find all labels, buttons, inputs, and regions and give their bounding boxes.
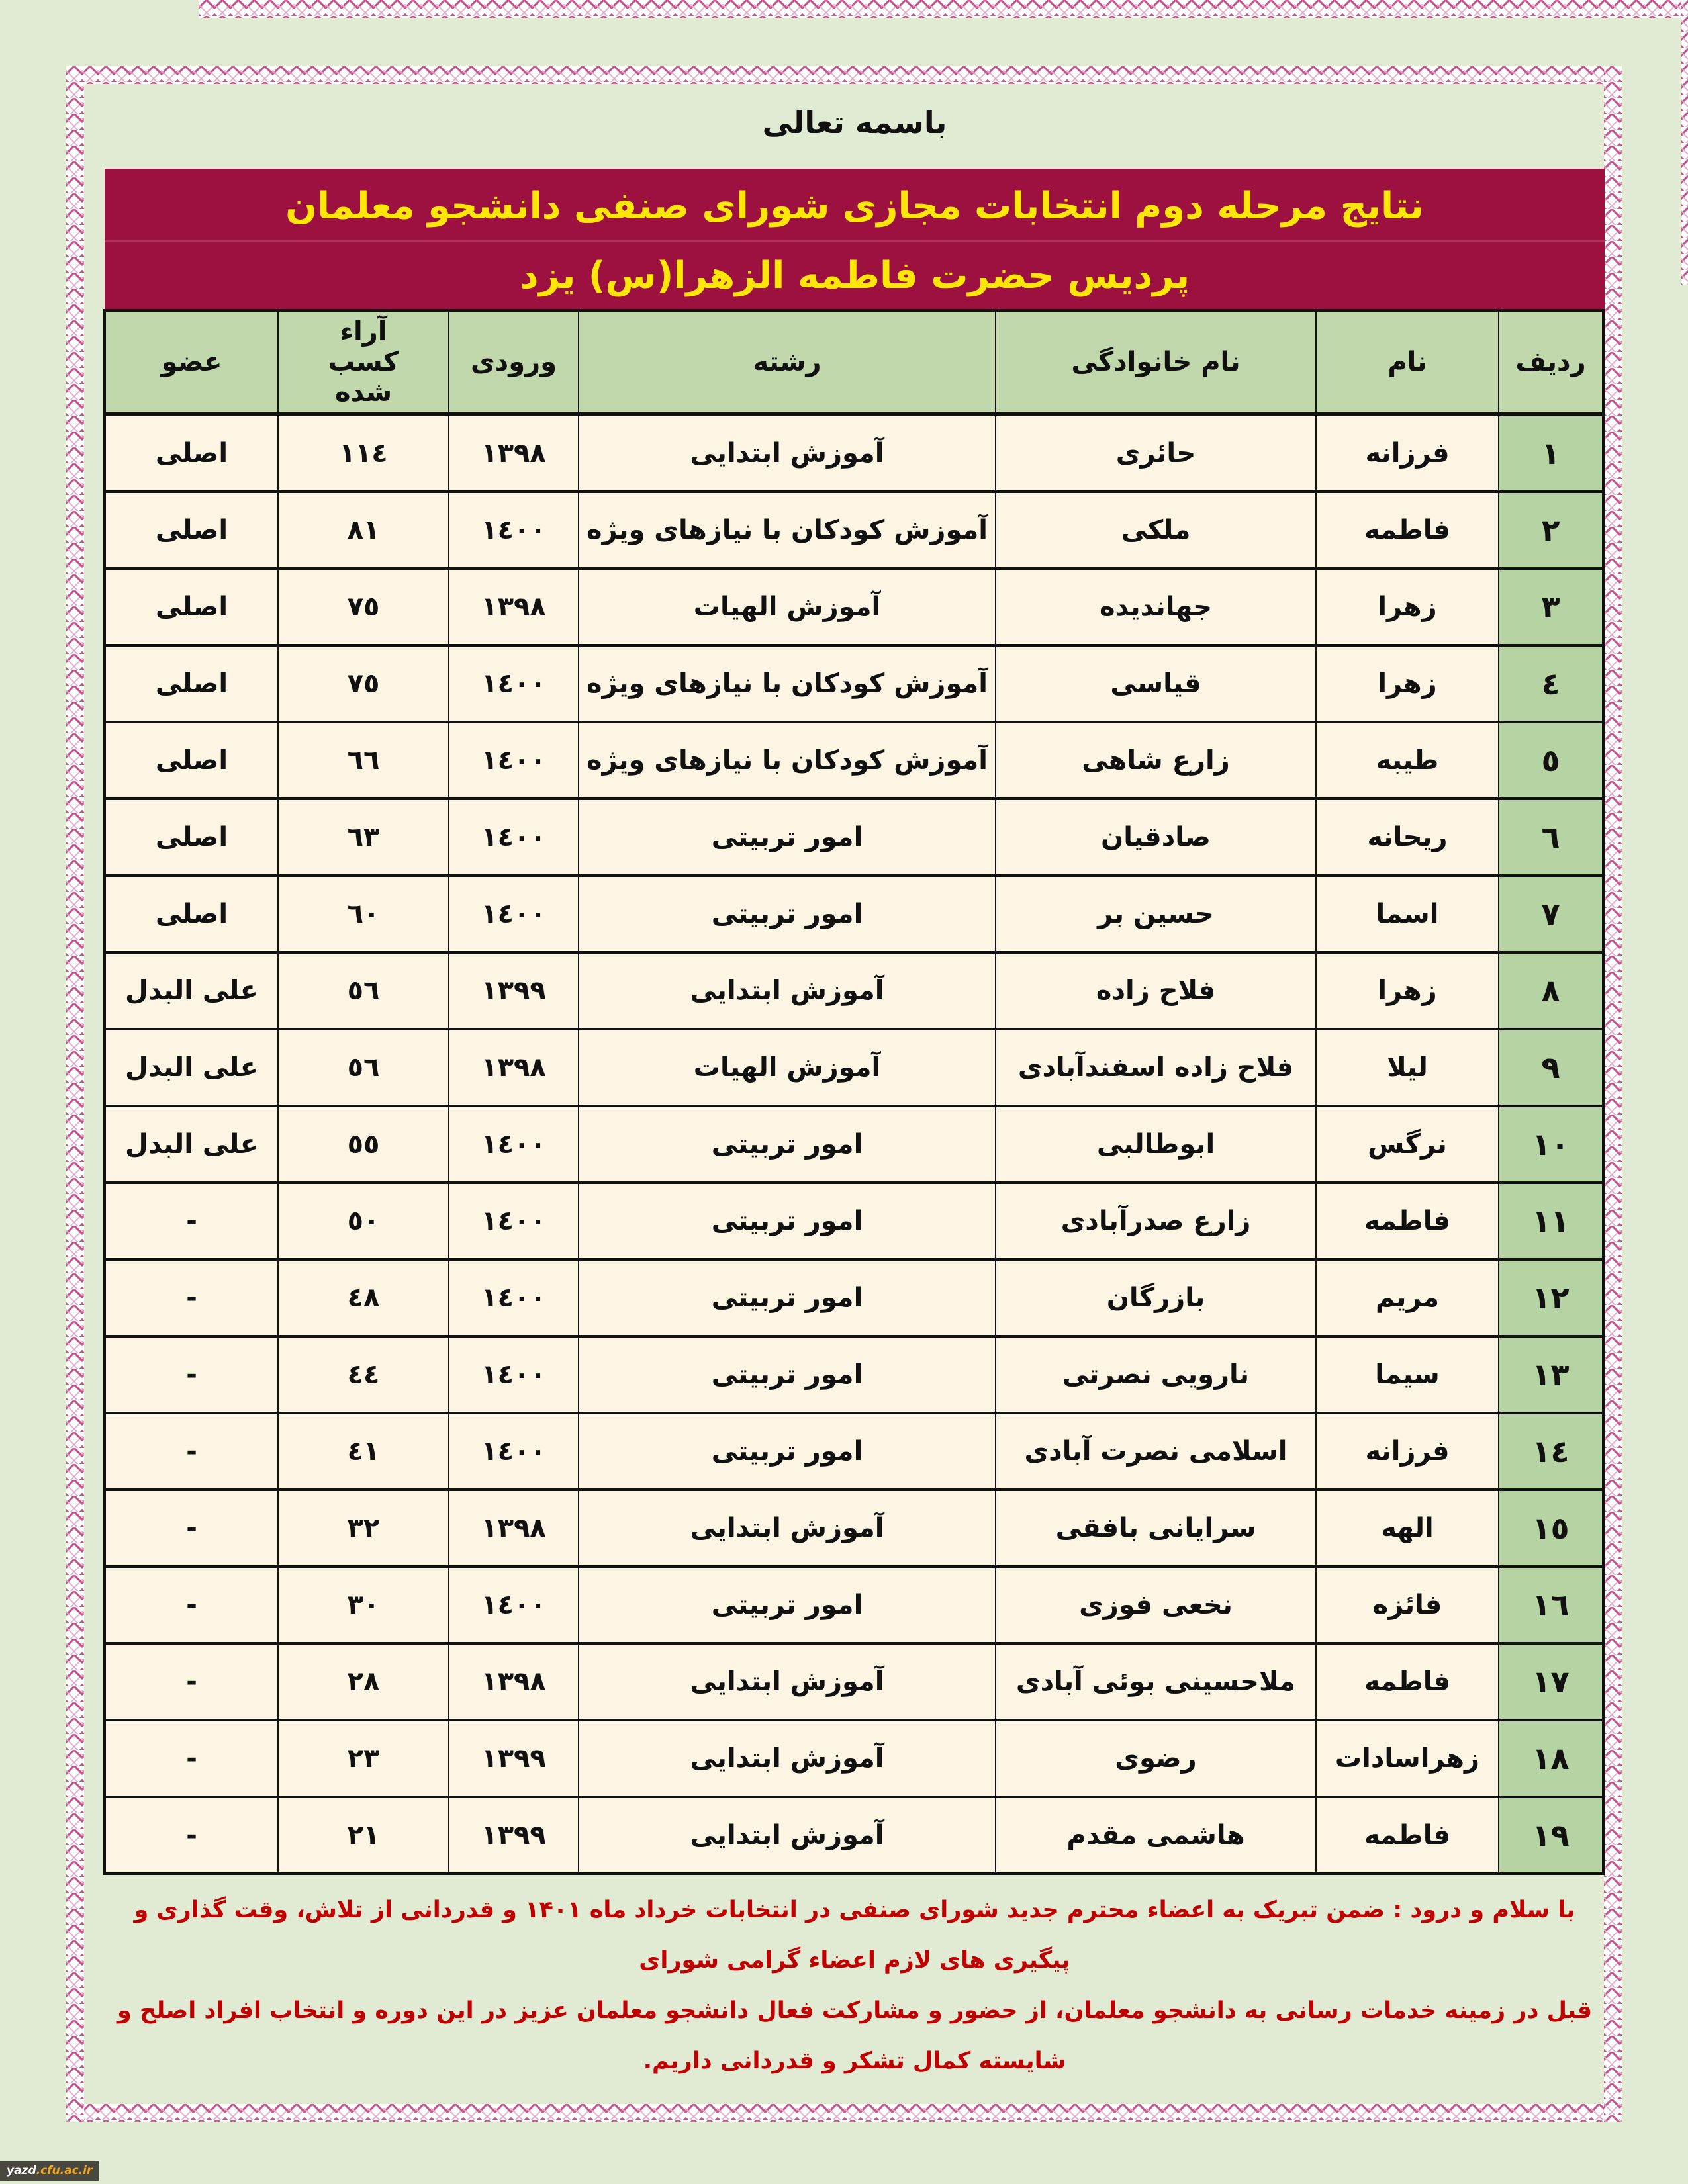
entry-year-cell: ١٣٩٩ (449, 1720, 579, 1797)
last-name-cell: بازرگان (996, 1259, 1316, 1336)
member-status-cell: اصلی (105, 645, 278, 722)
last-name-cell: قیاسی (996, 645, 1316, 722)
member-status-cell: علی البدل (105, 1029, 278, 1106)
footer-note-line1: با سلام و درود : ضمن تبریک به اعضاء محترم جدید شورای صنفی در انتخابات خرداد ماه ۱۴۰۱ و قدردانی از تلاش، وقت گذاری و پیگیری های لازم اعضاء گرامی شورای (134, 1897, 1575, 1974)
member-status-cell: اصلی (105, 722, 278, 799)
last-name-cell: نارویی نصرتی (996, 1336, 1316, 1413)
member-status-cell: - (105, 1183, 278, 1259)
member-status-cell: - (105, 1336, 278, 1413)
watermark-site-domain: .cfu.ac.ir (36, 2164, 93, 2177)
first-name-cell: زهرا (1316, 645, 1499, 722)
votes-cell: ٥٦ (278, 952, 449, 1029)
last-name-cell: جهاندیده (996, 569, 1316, 645)
votes-cell: ٢٣ (278, 1720, 449, 1797)
results-sheet (105, 169, 1605, 1875)
votes-cell: ٥٠ (278, 1183, 449, 1259)
header-votes: آراء کسب شده (278, 310, 449, 414)
header-row-number: ردیف (1499, 310, 1603, 414)
votes-cell: ٥٦ (278, 1029, 449, 1106)
first-name-cell: اسما (1316, 876, 1499, 952)
major-cell: آموزش ابتدایی (579, 1490, 996, 1567)
entry-year-cell: ١٤٠٠ (449, 799, 579, 876)
first-name-cell: ریحانه (1316, 799, 1499, 876)
first-name-cell: زهرا (1316, 952, 1499, 1029)
entry-year-cell: ١٣٩٩ (449, 952, 579, 1029)
first-name-cell: فاطمه (1316, 1183, 1499, 1259)
member-status-cell: علی البدل (105, 952, 278, 1029)
first-name-cell: فرزانه (1316, 414, 1499, 492)
last-name-cell: رضوی (996, 1720, 1316, 1797)
votes-cell: ٧٥ (278, 569, 449, 645)
banner-title-line1: نتایج مرحله دوم انتخابات مجازی شورای صنفی دانشجو معلمان (105, 169, 1605, 242)
row-number-cell: ٣ (1499, 569, 1603, 645)
last-name-cell: زارع شاهی (996, 722, 1316, 799)
major-cell: امور تربیتی (579, 1336, 996, 1413)
entry-year-cell: ١٣٩٨ (449, 1490, 579, 1567)
first-name-cell: فائزه (1316, 1567, 1499, 1643)
entry-year-cell: ١٣٩٩ (449, 1797, 579, 1874)
member-status-cell: - (105, 1643, 278, 1720)
watermark-site-name: yazd (7, 2164, 36, 2177)
major-cell: آموزش کودکان با نیازهای ویژه (579, 492, 996, 569)
table-row (105, 1106, 1603, 1183)
results-table (103, 309, 1605, 1875)
entry-year-cell: ١٣٩٨ (449, 1643, 579, 1720)
last-name-cell: زارع صدرآبادی (996, 1183, 1316, 1259)
major-cell: امور تربیتی (579, 1259, 996, 1336)
votes-cell: ٨١ (278, 492, 449, 569)
header-entry-year: ورودی (449, 310, 579, 414)
title-banner (105, 169, 1605, 309)
major-cell: آموزش ابتدایی (579, 1643, 996, 1720)
entry-year-cell: ١٣٩٨ (449, 1029, 579, 1106)
member-status-cell: اصلی (105, 569, 278, 645)
table-row (105, 952, 1603, 1029)
footer-note (105, 1885, 1605, 2086)
votes-cell: ٢١ (278, 1797, 449, 1874)
major-cell: امور تربیتی (579, 1567, 996, 1643)
table-row (105, 1567, 1603, 1643)
row-number-cell: ٤ (1499, 645, 1603, 722)
first-name-cell: الهه (1316, 1490, 1499, 1567)
row-number-cell: ١٥ (1499, 1490, 1603, 1567)
last-name-cell: فلاح زاده اسفندآبادی (996, 1029, 1316, 1106)
first-name-cell: مریم (1316, 1259, 1499, 1336)
table-row (105, 1643, 1603, 1720)
votes-cell: ٤٤ (278, 1336, 449, 1413)
entry-year-cell: ١٤٠٠ (449, 1183, 579, 1259)
entry-year-cell: ١٤٠٠ (449, 492, 579, 569)
row-number-cell: ١٢ (1499, 1259, 1603, 1336)
table-row (105, 1797, 1603, 1874)
table-row (105, 645, 1603, 722)
votes-cell: ٦٠ (278, 876, 449, 952)
footer-note-line2: قبل در زمینه خدمات رسانی به دانشجو معلمان، از حضور و مشارکت فعال دانشجو معلمان عزیز در این دوره و انتخاب افراد اصلح و شایسته کمال تشکر و قدردانی داریم. (117, 1997, 1593, 2074)
entry-year-cell: ١٤٠٠ (449, 722, 579, 799)
votes-cell: ٢٨ (278, 1643, 449, 1720)
first-name-cell: فاطمه (1316, 1643, 1499, 1720)
right-edge-pattern (1681, 0, 1688, 285)
table-row (105, 876, 1603, 952)
entry-year-cell: ١٤٠٠ (449, 1413, 579, 1490)
table-row (105, 1413, 1603, 1490)
frame-border-top (66, 66, 1622, 84)
row-number-cell: ١٦ (1499, 1567, 1603, 1643)
first-name-cell: فاطمه (1316, 1797, 1499, 1874)
first-name-cell: زهرا (1316, 569, 1499, 645)
bismillah-heading: باسمه تعالی (762, 105, 947, 140)
row-number-cell: ١٩ (1499, 1797, 1603, 1874)
header-first-name: نام (1316, 310, 1499, 414)
row-number-cell: ١ (1499, 414, 1603, 492)
member-status-cell: اصلی (105, 876, 278, 952)
top-edge-pattern (199, 0, 1688, 18)
votes-cell: ٦٦ (278, 722, 449, 799)
first-name-cell: فاطمه (1316, 492, 1499, 569)
row-number-cell: ٢ (1499, 492, 1603, 569)
entry-year-cell: ١٣٩٨ (449, 569, 579, 645)
votes-cell: ٥٥ (278, 1106, 449, 1183)
last-name-cell: هاشمی مقدم (996, 1797, 1316, 1874)
table-row (105, 414, 1603, 492)
votes-cell: ٤٨ (278, 1259, 449, 1336)
site-watermark (0, 2161, 99, 2181)
row-number-cell: ١٤ (1499, 1413, 1603, 1490)
member-status-cell: - (105, 1720, 278, 1797)
votes-cell: ٣٠ (278, 1567, 449, 1643)
table-row (105, 1029, 1603, 1106)
last-name-cell: فلاح زاده (996, 952, 1316, 1029)
first-name-cell: نرگس (1316, 1106, 1499, 1183)
major-cell: آموزش ابتدایی (579, 414, 996, 492)
major-cell: آموزش ابتدایی (579, 1720, 996, 1797)
votes-cell: ٦٣ (278, 799, 449, 876)
table-row (105, 492, 1603, 569)
last-name-cell: نخعی فوزی (996, 1567, 1316, 1643)
first-name-cell: سیما (1316, 1336, 1499, 1413)
row-number-cell: ١٧ (1499, 1643, 1603, 1720)
table-row (105, 569, 1603, 645)
last-name-cell: ملکی (996, 492, 1316, 569)
member-status-cell: اصلی (105, 492, 278, 569)
first-name-cell: لیلا (1316, 1029, 1499, 1106)
frame-border-right (1604, 66, 1622, 2122)
row-number-cell: ٥ (1499, 722, 1603, 799)
major-cell: آموزش ابتدایی (579, 952, 996, 1029)
member-status-cell: - (105, 1797, 278, 1874)
header-member-status: عضو (105, 310, 278, 414)
member-status-cell: اصلی (105, 799, 278, 876)
entry-year-cell: ١٣٩٨ (449, 414, 579, 492)
entry-year-cell: ١٤٠٠ (449, 1567, 579, 1643)
entry-year-cell: ١٤٠٠ (449, 1336, 579, 1413)
frame-border-bottom (66, 2104, 1622, 2122)
last-name-cell: ملاحسینی بوئی آبادی (996, 1643, 1316, 1720)
votes-cell: ٧٥ (278, 645, 449, 722)
member-status-cell: - (105, 1567, 278, 1643)
member-status-cell: - (105, 1259, 278, 1336)
last-name-cell: حسین بر (996, 876, 1316, 952)
last-name-cell: سرایانی بافقی (996, 1490, 1316, 1567)
last-name-cell: ابوطالبی (996, 1106, 1316, 1183)
entry-year-cell: ١٤٠٠ (449, 876, 579, 952)
row-number-cell: ٧ (1499, 876, 1603, 952)
member-status-cell: علی البدل (105, 1106, 278, 1183)
table-row (105, 799, 1603, 876)
votes-cell: ٣٢ (278, 1490, 449, 1567)
major-cell: امور تربیتی (579, 1106, 996, 1183)
member-status-cell: اصلی (105, 414, 278, 492)
major-cell: آموزش الهیات (579, 1029, 996, 1106)
frame-border-left (66, 66, 84, 2122)
major-cell: آموزش ابتدایی (579, 1797, 996, 1874)
votes-cell: ٤١ (278, 1413, 449, 1490)
last-name-cell: حائری (996, 414, 1316, 492)
header-major: رشته (579, 310, 996, 414)
table-row (105, 722, 1603, 799)
last-name-cell: اسلامی نصرت آبادی (996, 1413, 1316, 1490)
votes-cell: ١١٤ (278, 414, 449, 492)
entry-year-cell: ١٤٠٠ (449, 645, 579, 722)
entry-year-cell: ١٤٠٠ (449, 1259, 579, 1336)
table-row (105, 1336, 1603, 1413)
major-cell: امور تربیتی (579, 1413, 996, 1490)
last-name-cell: صادقیان (996, 799, 1316, 876)
first-name-cell: زهراسادات (1316, 1720, 1499, 1797)
first-name-cell: طیبه (1316, 722, 1499, 799)
member-status-cell: - (105, 1413, 278, 1490)
table-row (105, 1259, 1603, 1336)
major-cell: آموزش کودکان با نیازهای ویژه (579, 645, 996, 722)
header-last-name: نام خانوادگی (996, 310, 1316, 414)
row-number-cell: ٩ (1499, 1029, 1603, 1106)
table-row (105, 1490, 1603, 1567)
row-number-cell: ١٣ (1499, 1336, 1603, 1413)
row-number-cell: ١٨ (1499, 1720, 1603, 1797)
table-body (105, 414, 1603, 1874)
entry-year-cell: ١٤٠٠ (449, 1106, 579, 1183)
table-header-row (105, 310, 1603, 414)
major-cell: امور تربیتی (579, 876, 996, 952)
member-status-cell: - (105, 1490, 278, 1567)
row-number-cell: ٦ (1499, 799, 1603, 876)
row-number-cell: ٨ (1499, 952, 1603, 1029)
first-name-cell: فرزانه (1316, 1413, 1499, 1490)
row-number-cell: ١٠ (1499, 1106, 1603, 1183)
major-cell: امور تربیتی (579, 1183, 996, 1259)
major-cell: آموزش کودکان با نیازهای ویژه (579, 722, 996, 799)
major-cell: امور تربیتی (579, 799, 996, 876)
table-row (105, 1720, 1603, 1797)
row-number-cell: ١١ (1499, 1183, 1603, 1259)
major-cell: آموزش الهیات (579, 569, 996, 645)
banner-title-line2: پردیس حضرت فاطمه الزهرا(س) یزد (519, 254, 1190, 297)
table-row (105, 1183, 1603, 1259)
